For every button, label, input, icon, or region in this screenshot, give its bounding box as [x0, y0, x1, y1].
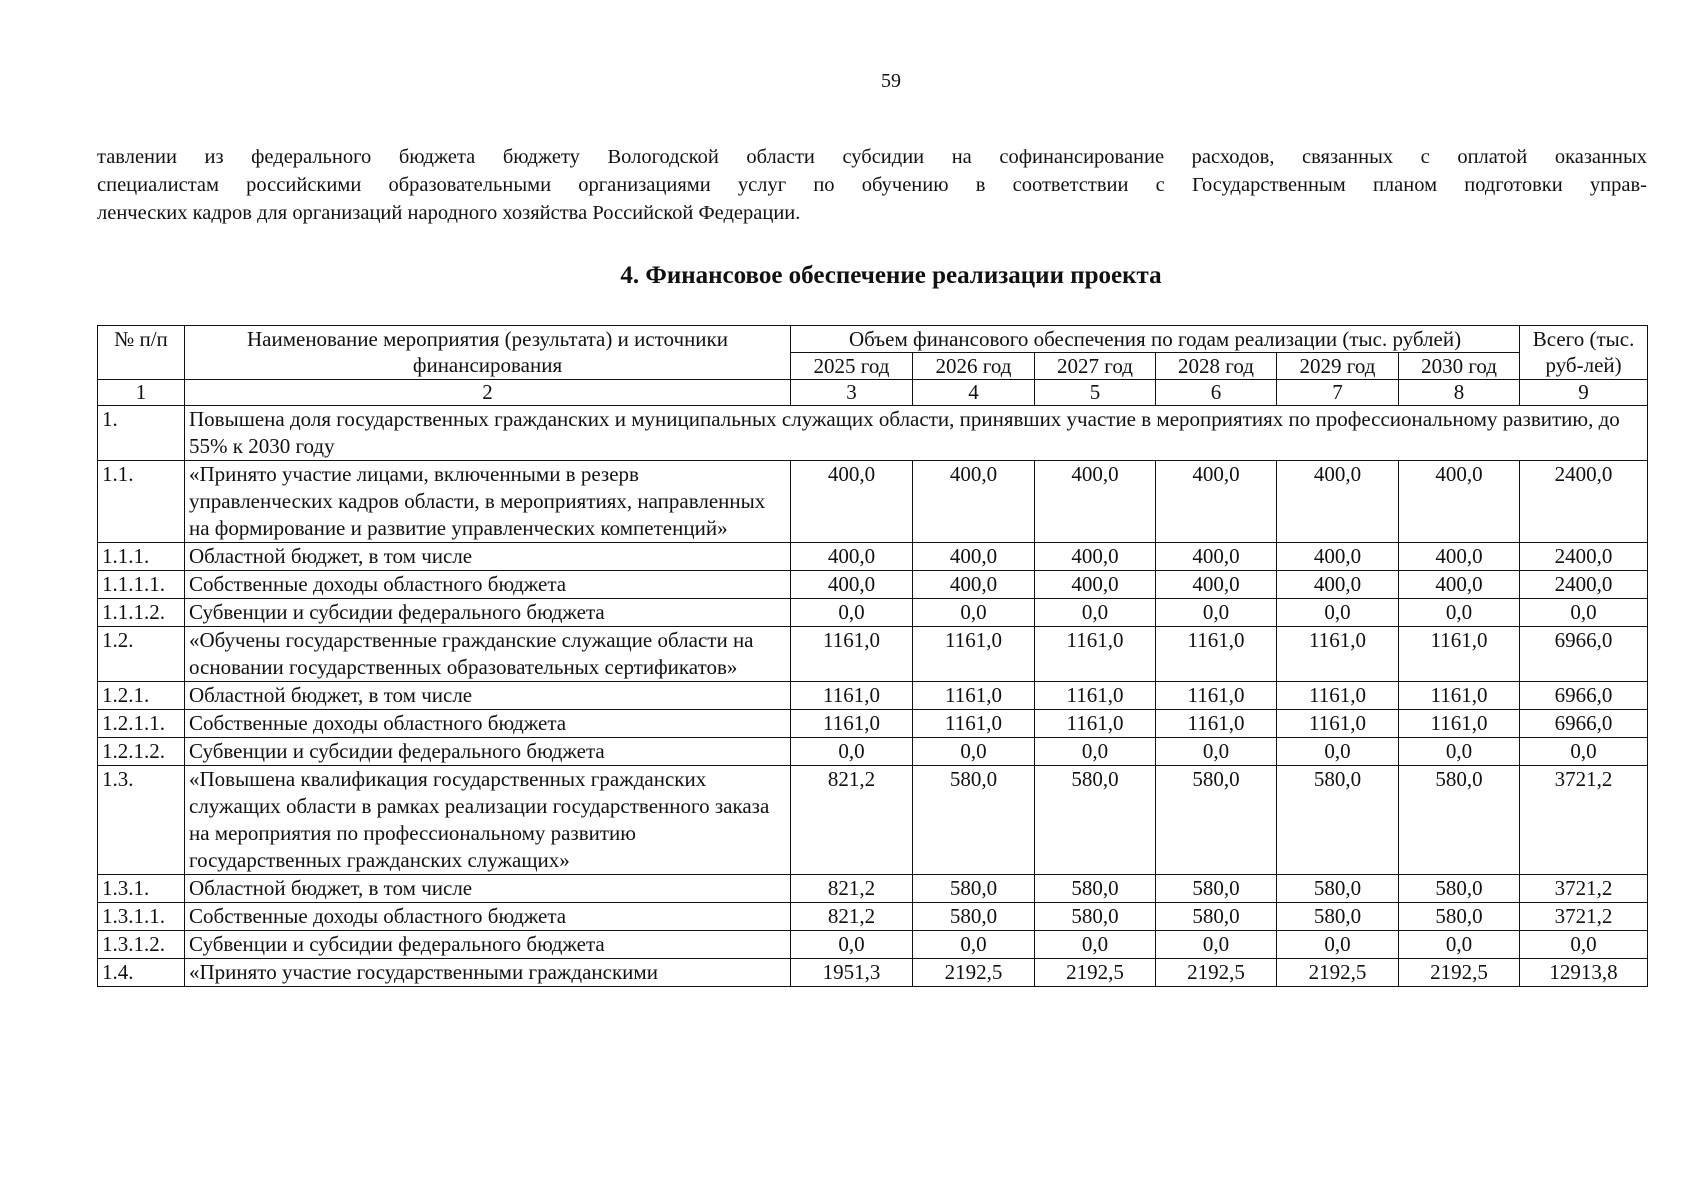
row-year-value: 1161,0 [1399, 627, 1520, 682]
row-total: 12913,8 [1520, 959, 1648, 987]
row-year-value: 1161,0 [913, 627, 1035, 682]
header-volume: Объем финансового обеспечения по годам реализации (тыс. рублей) [791, 326, 1520, 353]
row-year-value: 1161,0 [913, 682, 1035, 710]
row-year-value: 1161,0 [1277, 710, 1399, 738]
table-row [98, 931, 1648, 959]
column-number: 9 [1520, 380, 1648, 406]
row-code: 1.3. [98, 766, 185, 875]
row-year-value: 821,2 [791, 766, 913, 875]
row-code: 1.2. [98, 627, 185, 682]
table-row [98, 903, 1648, 931]
row-year-value: 2192,5 [1035, 959, 1156, 987]
row-year-value: 400,0 [1156, 571, 1277, 599]
group-text: Повышена доля государственных гражданских и муниципальных служащих области, принявших участие в мероприятиях по профессиональному развитию, до 55% к 2030 году [185, 406, 1648, 461]
intro-paragraph [97, 143, 1647, 227]
row-name: Собственные доходы областного бюджета [185, 710, 791, 738]
row-name: Областной бюджет, в том числе [185, 543, 791, 571]
row-year-value: 1161,0 [1035, 682, 1156, 710]
row-year-value: 0,0 [1277, 931, 1399, 959]
row-year-value: 0,0 [1156, 599, 1277, 627]
row-year-value: 0,0 [1399, 738, 1520, 766]
group-code: 1. [98, 406, 185, 461]
row-code: 1.1.1.1. [98, 571, 185, 599]
row-year-value: 580,0 [1156, 875, 1277, 903]
column-number: 1 [98, 380, 185, 406]
row-year-value: 580,0 [1156, 766, 1277, 875]
row-code: 1.4. [98, 959, 185, 987]
row-year-value: 1161,0 [913, 710, 1035, 738]
column-number: 2 [185, 380, 791, 406]
row-total: 6966,0 [1520, 710, 1648, 738]
table-row [98, 571, 1648, 599]
row-code: 1.3.1. [98, 875, 185, 903]
column-number: 6 [1156, 380, 1277, 406]
row-year-value: 1161,0 [1035, 710, 1156, 738]
row-year-value: 1951,3 [791, 959, 913, 987]
row-year-value: 0,0 [1277, 738, 1399, 766]
row-year-value: 580,0 [1277, 766, 1399, 875]
row-total: 3721,2 [1520, 766, 1648, 875]
row-total: 0,0 [1520, 738, 1648, 766]
row-year-value: 580,0 [913, 903, 1035, 931]
row-name: «Принято участие лицами, включенными в резерв управленческих кадров области, в мероприятиях, направленных на формирование и развитие управленческих компетенций» [185, 461, 791, 543]
column-number: 5 [1035, 380, 1156, 406]
column-number: 4 [913, 380, 1035, 406]
row-code: 1.3.1.2. [98, 931, 185, 959]
row-total: 2400,0 [1520, 461, 1648, 543]
row-year-value: 2192,5 [913, 959, 1035, 987]
row-name: Областной бюджет, в том числе [185, 682, 791, 710]
row-year-value: 400,0 [1399, 461, 1520, 543]
row-year-value: 400,0 [1156, 461, 1277, 543]
row-year-value: 580,0 [1399, 903, 1520, 931]
header-year: 2028 год [1156, 353, 1277, 380]
row-year-value: 0,0 [913, 599, 1035, 627]
row-total: 2400,0 [1520, 571, 1648, 599]
row-total: 6966,0 [1520, 627, 1648, 682]
header-year: 2026 год [913, 353, 1035, 380]
row-year-value: 2192,5 [1156, 959, 1277, 987]
row-code: 1.2.1. [98, 682, 185, 710]
row-year-value: 580,0 [1035, 903, 1156, 931]
row-year-value: 580,0 [1399, 766, 1520, 875]
row-year-value: 400,0 [1035, 571, 1156, 599]
row-code: 1.2.1.1. [98, 710, 185, 738]
table-row [98, 738, 1648, 766]
row-name: Собственные доходы областного бюджета [185, 571, 791, 599]
row-year-value: 580,0 [913, 766, 1035, 875]
row-year-value: 1161,0 [791, 710, 913, 738]
row-year-value: 821,2 [791, 875, 913, 903]
row-year-value: 400,0 [1399, 571, 1520, 599]
header-year: 2025 год [791, 353, 913, 380]
row-year-value: 0,0 [791, 931, 913, 959]
row-year-value: 400,0 [913, 543, 1035, 571]
row-year-value: 1161,0 [1399, 710, 1520, 738]
header-year: 2029 год [1277, 353, 1399, 380]
row-year-value: 400,0 [913, 571, 1035, 599]
row-year-value: 1161,0 [1156, 627, 1277, 682]
row-name: Субвенции и субсидии федерального бюджета [185, 931, 791, 959]
row-year-value: 400,0 [1035, 461, 1156, 543]
table-row [98, 766, 1648, 875]
row-year-value: 1161,0 [791, 682, 913, 710]
column-numbers-row [98, 380, 1648, 406]
header-num: № п/п [98, 326, 185, 380]
row-total: 2400,0 [1520, 543, 1648, 571]
row-year-value: 580,0 [1156, 903, 1277, 931]
row-total: 6966,0 [1520, 682, 1648, 710]
column-number: 3 [791, 380, 913, 406]
row-name: «Обучены государственные гражданские служащие области на основании государственных образовательных сертификатов» [185, 627, 791, 682]
table-row [98, 599, 1648, 627]
row-year-value: 2192,5 [1277, 959, 1399, 987]
row-year-value: 400,0 [1399, 543, 1520, 571]
row-code: 1.1.1. [98, 543, 185, 571]
row-year-value: 0,0 [1277, 599, 1399, 627]
row-name: «Принято участие государственными гражданскими [185, 959, 791, 987]
row-year-value: 580,0 [1035, 875, 1156, 903]
row-year-value: 0,0 [1035, 599, 1156, 627]
row-total: 3721,2 [1520, 875, 1648, 903]
row-total: 3721,2 [1520, 903, 1648, 931]
row-year-value: 1161,0 [1156, 682, 1277, 710]
section-title: 4. Финансовое обеспечение реализации проекта [620, 262, 1162, 289]
row-name: Областной бюджет, в том числе [185, 875, 791, 903]
row-year-value: 1161,0 [791, 627, 913, 682]
row-name: Субвенции и субсидии федерального бюджета [185, 599, 791, 627]
row-year-value: 1161,0 [1035, 627, 1156, 682]
row-year-value: 580,0 [1277, 903, 1399, 931]
row-year-value: 580,0 [1035, 766, 1156, 875]
table-row [98, 959, 1648, 987]
intro-line: ленческих кадров для организаций народного хозяйства Российской Федерации. [97, 202, 801, 224]
row-year-value: 2192,5 [1399, 959, 1520, 987]
row-year-value: 400,0 [1035, 543, 1156, 571]
row-year-value: 0,0 [791, 599, 913, 627]
row-year-value: 400,0 [791, 461, 913, 543]
row-year-value: 0,0 [913, 738, 1035, 766]
page-number: 59 [881, 70, 901, 92]
row-year-value: 400,0 [1277, 461, 1399, 543]
row-year-value: 400,0 [1277, 543, 1399, 571]
header-name: Наименование мероприятия (результата) и источники финансирования [185, 326, 791, 380]
intro-line: тавлении из федерального бюджета бюджету Вологодской области субсидии на софинансирование расходов, связанных с оплатой оказанных [97, 146, 1647, 168]
row-total: 0,0 [1520, 931, 1648, 959]
row-year-value: 400,0 [791, 571, 913, 599]
group-row [98, 406, 1648, 461]
row-year-value: 580,0 [1277, 875, 1399, 903]
row-year-value: 400,0 [1156, 543, 1277, 571]
row-year-value: 400,0 [791, 543, 913, 571]
header-year: 2027 год [1035, 353, 1156, 380]
table-row [98, 543, 1648, 571]
header-total: Всего (тыс. руб-лей) [1520, 326, 1648, 380]
table-row [98, 461, 1648, 543]
row-name: Субвенции и субсидии федерального бюджета [185, 738, 791, 766]
row-year-value: 1161,0 [1156, 710, 1277, 738]
column-number: 8 [1399, 380, 1520, 406]
table-row [98, 875, 1648, 903]
row-year-value: 0,0 [1035, 931, 1156, 959]
row-year-value: 400,0 [1277, 571, 1399, 599]
column-number: 7 [1277, 380, 1399, 406]
row-year-value: 1161,0 [1277, 682, 1399, 710]
header-year: 2030 год [1399, 353, 1520, 380]
row-year-value: 0,0 [1156, 931, 1277, 959]
row-year-value: 580,0 [1399, 875, 1520, 903]
row-code: 1.1.1.2. [98, 599, 185, 627]
row-year-value: 821,2 [791, 903, 913, 931]
row-code: 1.1. [98, 461, 185, 543]
row-year-value: 580,0 [913, 875, 1035, 903]
row-total: 0,0 [1520, 599, 1648, 627]
row-year-value: 0,0 [791, 738, 913, 766]
row-name: «Повышена квалификация государственных гражданских служащих области в рамках реализации государственного заказа на мероприятия по профессиональному развитию государственных гражданских служащих» [185, 766, 791, 875]
row-year-value: 0,0 [1399, 599, 1520, 627]
row-year-value: 0,0 [1399, 931, 1520, 959]
row-code: 1.2.1.2. [98, 738, 185, 766]
table-row [98, 627, 1648, 682]
row-year-value: 1161,0 [1399, 682, 1520, 710]
row-year-value: 400,0 [913, 461, 1035, 543]
row-year-value: 0,0 [1156, 738, 1277, 766]
row-year-value: 0,0 [913, 931, 1035, 959]
row-code: 1.3.1.1. [98, 903, 185, 931]
intro-line: специалистам российскими образовательными организациями услуг по обучению в соответствии с Государственным планом подготовки управ- [97, 174, 1647, 196]
row-year-value: 0,0 [1035, 738, 1156, 766]
financing-table [97, 325, 1648, 987]
row-year-value: 1161,0 [1277, 627, 1399, 682]
row-name: Собственные доходы областного бюджета [185, 903, 791, 931]
table-row [98, 710, 1648, 738]
table-row [98, 682, 1648, 710]
